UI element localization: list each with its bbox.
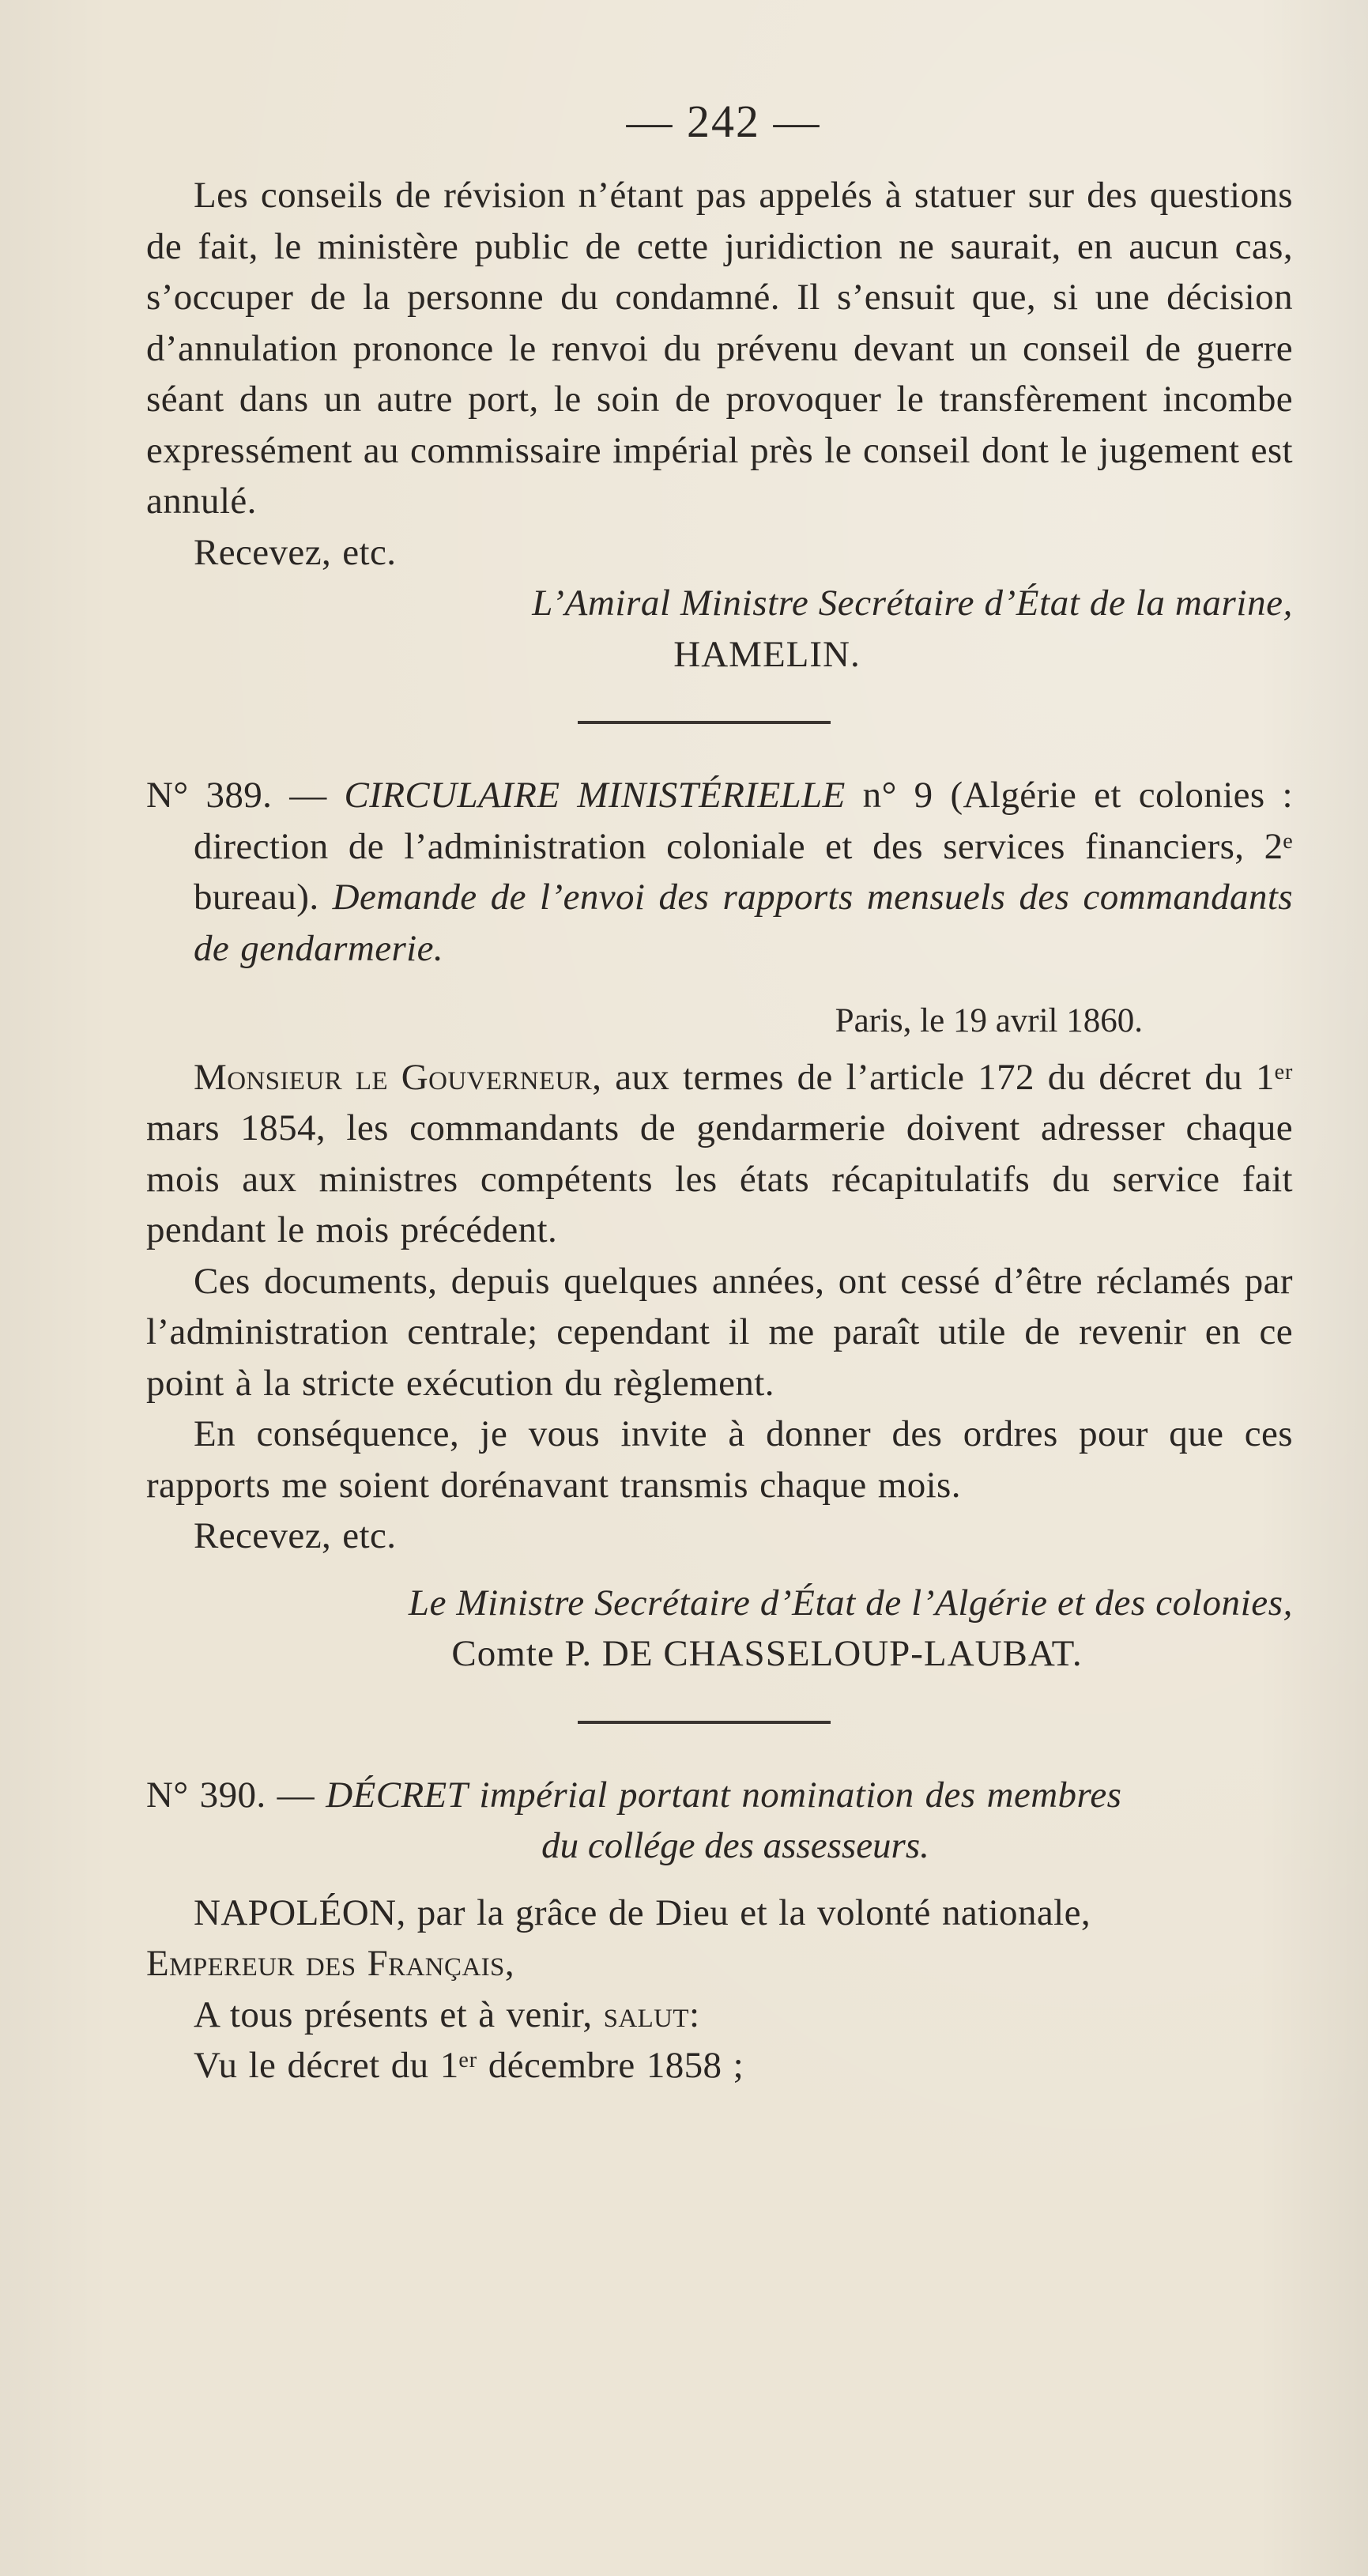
signature-title-algerie: Le Ministre Secrétaire d’État de l’Algérie et des colonies, <box>408 1582 1293 1624</box>
entry-389-type: CIRCULAIRE MINISTÉRIELLE <box>344 775 846 816</box>
decree-salut-line <box>146 1990 1293 2041</box>
decree-napoleon-line: NAPOLÉON, par la grâce de Dieu et la volonté nationale, <box>194 1891 1091 1933</box>
signature-name-chasseloup: Comte P. DE CHASSELOUP-LAUBAT. <box>451 1633 1083 1674</box>
entry-390-subheading: du collége des assesseurs. <box>541 1825 929 1866</box>
entry-390-heading <box>146 1770 1293 1821</box>
paragraph-article-172-text: aux termes de l’article 172 du décret du 1ᵉʳ mars 1854, les commandants de gendarmerie doivent adresser chaque mois aux ministres compétents les états récapitulatifs du service fait pendant le mois précédent. <box>146 1056 1293 1250</box>
signature-title-marine: L’Amiral Ministre Secrétaire d’État de la marine, <box>532 583 1293 624</box>
decree-empereur-line: Empereur des Français, <box>146 1943 514 1984</box>
paragraph-article-172 <box>146 1052 1293 1256</box>
entry-389-heading <box>146 770 1293 974</box>
signature-name-hamelin: HAMELIN. <box>673 633 861 675</box>
entry-389-number: N° 389. — <box>146 775 327 816</box>
section-divider <box>578 721 831 724</box>
decree-salut-word: salut <box>603 1993 689 2035</box>
paragraph-conseils-revision: Les conseils de révision n’étant pas appelés à statuer sur des questions de fait, le ministère public de cette juridiction ne saurait, en aucun cas, s’occuper de la personne du condamné. Il s’ensuit que, si une décision d’annulation prononce le renvoi du prévenu devant un conseil de guerre séant dans un autre port, le soin de provoquer le transfèrement incombe expressément au commissaire impérial près le conseil dont le jugement est annulé. <box>146 175 1293 522</box>
section-divider <box>578 1721 831 1724</box>
closing-recevez-1: Recevez, etc. <box>194 531 397 573</box>
entry-389-subject: Demande de l’envoi des rapports mensuels des commandants de gendarmerie. <box>194 877 1293 969</box>
entry-390-type: DÉCRET <box>326 1774 469 1816</box>
closing-recevez-2: Recevez, etc. <box>194 1515 397 1556</box>
paragraph-documents: Ces documents, depuis quelques années, ont cessé d’être réclamés par l’administration centrale; cependant il me paraît utile de revenir en ce point à la stricte exécution du règlement. <box>146 1260 1293 1404</box>
page-number: — 242 — <box>626 96 821 147</box>
entry-390-number: N° 390. — <box>146 1774 315 1816</box>
paragraph-consequence: En conséquence, je vous invite à donner des ordres pour que ces rapports me soient dorénavant transmis chaque mois. <box>146 1413 1293 1506</box>
decree-salut-text: A tous présents et à venir, <box>194 1993 593 2035</box>
entry-389-details: n° 9 (Algérie et colonies : direction de l’administration coloniale et des services financiers, 2ᵉ bureau). <box>194 775 1293 918</box>
entry-390-details: impérial portant nomination des membres <box>479 1774 1122 1816</box>
salutation-gouverneur: Monsieur le Gouverneur, <box>194 1056 602 1098</box>
decree-salut-colon: : <box>688 1993 700 2035</box>
dateline-paris: Paris, le 19 avril 1860. <box>835 1002 1143 1039</box>
decree-vu-line: Vu le décret du 1ᵉʳ décembre 1858 ; <box>194 2045 744 2086</box>
